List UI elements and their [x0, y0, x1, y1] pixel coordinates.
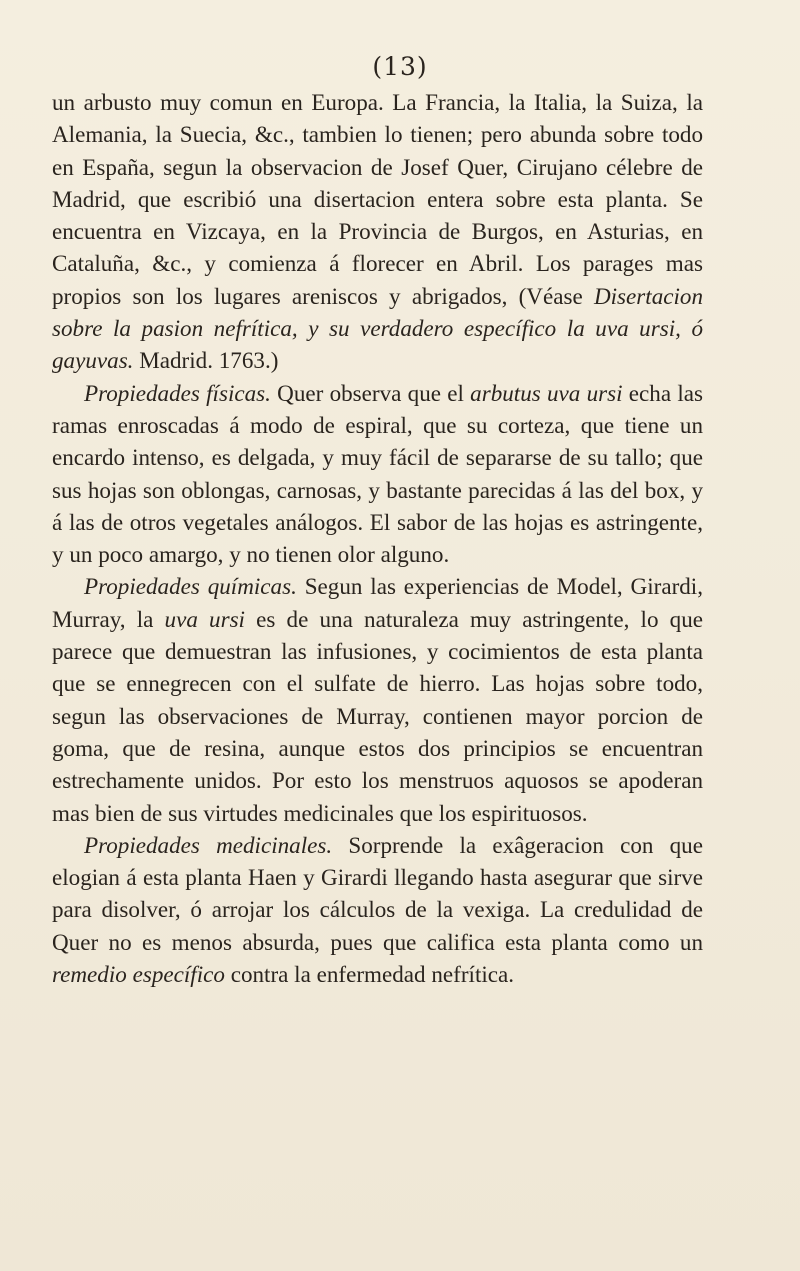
- text-run: Segun las experiencias de Model, Girardi, Murray, la: [52, 573, 703, 632]
- paragraph-chemical-properties: [52, 570, 703, 828]
- body-text: [52, 86, 703, 990]
- text-run: echa las ramas enroscadas á modo de espiral, que su corteza, que tiene un encardo intenso, es delgada, y muy fácil de separarse de su tallo; que sus hojas son oblongas, carnosas, y bastante parecidas á las del box, y á las de otros vegetales análogos. El sabor de las hojas es astringente, y un poco amargo, y no tienen olor alguno.: [52, 379, 703, 568]
- page-number: (13): [372, 52, 428, 81]
- paragraph-physical-properties: [52, 377, 703, 571]
- text-run: contra la enfermedad nefrítica.: [224, 961, 515, 988]
- paragraph-intro: [52, 86, 703, 377]
- species-name: arbutus uva ursi: [470, 379, 623, 406]
- species-name: uva ursi: [164, 605, 245, 632]
- section-heading-chemical: Propiedades químicas.: [84, 573, 297, 600]
- section-heading-physical: Propiedades físicas.: [84, 379, 271, 406]
- text-run: un arbusto muy comun en Europa. La Francia, la Italia, la Suiza, la Alemania, la Suecia, &c., tambien lo tienen; pero abunda sobre todo en España, segun la observacion de Josef Quer, Cirujano célebre de Madrid, que escribió una disertacion entera sobre esta planta. Se encuentra en Vizcaya, en la Provincia de Burgos, en Asturias, en Cataluña, &c., y comienza á florecer en Abril. Los parages mas propios son los lugares areniscos y abrigados, (Véase: [52, 89, 703, 309]
- section-heading-medicinal: Propiedades medicinales.: [84, 831, 333, 858]
- paragraph-medicinal-properties: [52, 829, 703, 990]
- text-run: Quer observa que el: [270, 379, 471, 406]
- citation-title: Disertacion sobre la pasion nefrítica, y su verdadero específico la uva ursi, ó gayuvas.: [52, 282, 703, 374]
- text-run: Madrid. 1763.): [133, 347, 279, 374]
- text-run: Sorprende la exâgeracion con que elogian á esta planta Haen y Girardi llegando hasta asegurar que sirve para disolver, ó arrojar los cálculos de la vexiga. La credulidad de Quer no es menos absurda, pues que califica esta planta como un: [52, 831, 703, 955]
- text-run: es de una naturaleza muy astringente, lo que parece que demuestran las infusiones, y cocimientos de esta planta que se ennegrecen con el sulfate de hierro. Las hojas sobre todo, segun las observaciones de Murray, contienen mayor porcion de goma, que de resina, aunque estos dos principios se encuentran estrechamente unidos. Por esto los menstruos aquosos se apoderan mas bien de sus virtudes medicinales que los espirituosos.: [52, 605, 703, 826]
- emphasis-phrase: remedio específico: [52, 961, 225, 988]
